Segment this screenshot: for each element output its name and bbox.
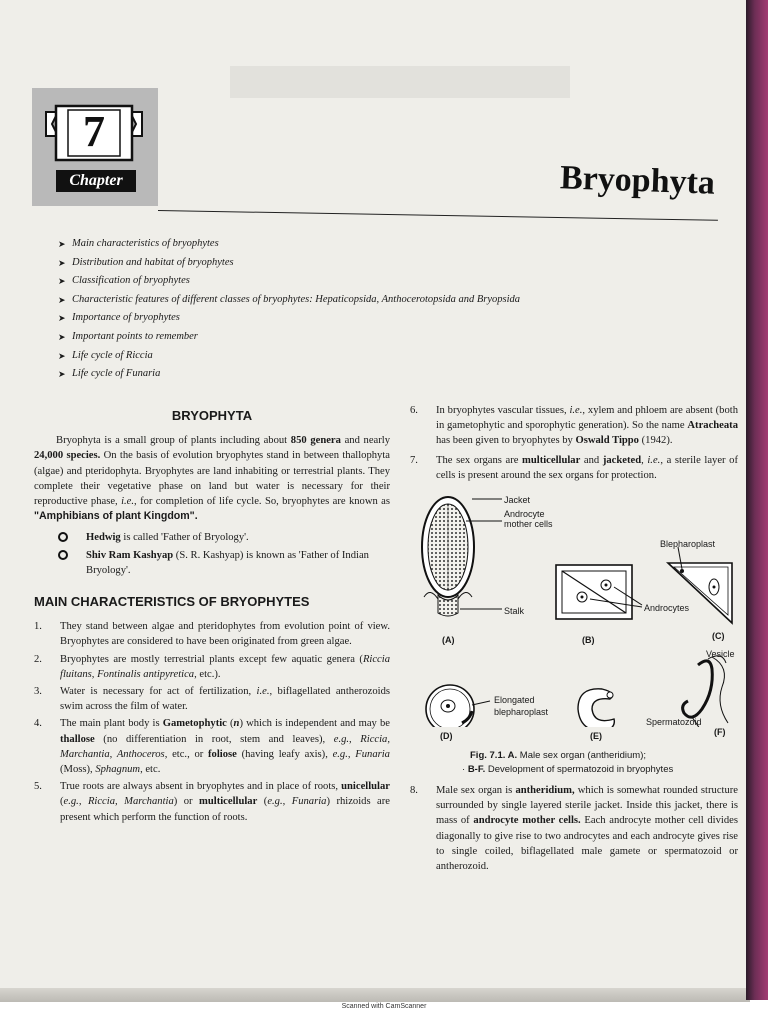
item-number: 2. — [34, 653, 42, 665]
topic-item — [58, 294, 698, 313]
caption-range: B-F. — [467, 764, 486, 776]
topic-item — [58, 350, 698, 369]
topic-text: Life cycle of Riccia — [72, 349, 153, 361]
item-text-bold: Gametophytic — [162, 718, 227, 730]
bullet-name: Shiv Ram Kashyap — [86, 549, 174, 561]
item-text: ( — [60, 796, 64, 808]
caption-text: Development of spermatozoid in bryophytes — [485, 764, 674, 776]
bullet-name: Hedwig — [86, 532, 121, 544]
item-text-bold: unicellular — [341, 781, 390, 793]
item-text: The main plant body is — [60, 718, 163, 730]
label-jacket: Jacket — [504, 495, 531, 506]
topic-list — [58, 238, 698, 387]
intro-ie: i.e. — [121, 496, 135, 508]
bullet-kashyap — [34, 548, 390, 578]
item-text: , etc., or — [164, 748, 209, 760]
list-item — [34, 716, 390, 777]
topic-item — [58, 331, 698, 350]
bullet-text: is called 'Father of Bryology'. — [120, 532, 249, 544]
caption-figure-number: Fig. 7.1. A. — [470, 750, 518, 762]
item-text: True roots are always absent in bryophytes and in place of roots, — [60, 781, 342, 793]
label-d: (D) — [440, 731, 453, 742]
section-heading-bryophyta: BRYOPHYTA — [171, 408, 253, 423]
binding-edge — [746, 0, 768, 1000]
arrow-bullet-icon: ➤ — [58, 276, 66, 287]
list-item — [34, 652, 390, 682]
androcyte-mother-cell-drawing — [556, 565, 642, 619]
item-text-italic: i.e. — [647, 454, 661, 466]
item-text: , xylem and phloem are absent (both in gametophytic and sporophytic generation). So the name — [436, 405, 738, 432]
round-androcyte-drawing — [426, 685, 490, 727]
right-column — [410, 403, 738, 876]
item-number: 7. — [410, 454, 418, 466]
item-text-italic: e.g., Riccia, Marchantia, Anthoceros — [60, 733, 390, 760]
topic-text: Classification of bryophytes — [72, 275, 190, 287]
title-rule — [158, 210, 718, 221]
topic-text: Life cycle of Funaria — [72, 368, 161, 380]
item-text-italic: e.g., Funaria — [267, 796, 327, 808]
label-vesicle: Vesicle — [706, 649, 735, 660]
bullet-hedwig — [34, 530, 390, 545]
label-elongated: Elongated — [494, 695, 535, 706]
arrow-bullet-icon: ➤ — [58, 369, 66, 380]
intro-text: On the basis of evolution bryophytes stand in between thallophyta (algae) and pteridophyta. Bryophytes are land inhabiting or terrestrial plants. They complete their vegetative phase on land but water is necessary for their reproductive phase, — [34, 450, 390, 508]
figure-caption: Fig. 7.1. A. Male sex organ (antheridium); · B-F. Development of spermatozoid in bryophytes — [462, 750, 674, 776]
chapter-number: 7 — [83, 107, 105, 156]
item-text: which is somewhat rounded structure surrounded by single layered sterile jacket. Inside this jacket, there is mass of — [436, 785, 738, 827]
arrow-bullet-icon: ➤ — [58, 331, 66, 342]
list-item — [34, 684, 390, 714]
item-text-italic: e.g., Riccia, Marchantia — [63, 796, 174, 808]
item-text-bold: thallose — [60, 733, 95, 745]
arrow-bullet-icon: ➤ — [58, 257, 66, 268]
label-androcytes: Androcytes — [644, 603, 690, 614]
label-androcyte: Androcyte — [504, 509, 545, 520]
characteristics-list-continued — [410, 403, 738, 483]
topic-item — [58, 257, 698, 276]
item-text: ( — [226, 718, 234, 730]
item-text: ) which is independent and may be — [239, 718, 390, 730]
label-a: (A) — [442, 635, 455, 646]
label-elongated-blepharoplast: blepharoplast — [494, 707, 549, 718]
item-text: Each androcyte mother cell divides diagonally to give rise to two androcytes and each androcyte gives rise to single coiled, biflagellated male gamete or spermatozoid or antherozoid. — [436, 815, 738, 873]
ring-bullet-icon — [58, 532, 68, 542]
label-b: (B) — [582, 635, 595, 646]
antheridium-drawing — [422, 497, 502, 616]
arrow-bullet-icon: ➤ — [58, 239, 66, 249]
left-column — [34, 408, 390, 827]
item-number: 4. — [34, 718, 42, 730]
chapter-badge — [32, 88, 158, 206]
label-stalk: Stalk — [504, 606, 525, 617]
item-text: has been given to bryophytes by — [436, 435, 576, 447]
figure-7-1 — [410, 487, 738, 727]
item-text: ) or — [173, 796, 200, 808]
item-text-bold: n — [233, 718, 240, 730]
characteristics-list-item-8 — [410, 783, 738, 874]
item-text: (1942). — [638, 435, 673, 447]
item-text: Water is necessary for act of fertilization, — [60, 686, 257, 698]
chapter-title: Bryophyta — [559, 159, 716, 202]
item-text: In bryophytes vascular tissues, — [436, 405, 570, 416]
list-item — [34, 619, 390, 649]
item-number: 5. — [34, 781, 42, 793]
item-text-bold: foliose — [208, 748, 237, 760]
intro-text: , for completion of life cycle. So, bryophytes are known as — [134, 496, 390, 508]
item-text: The sex organs are — [436, 454, 523, 466]
topic-text: Distribution and habitat of bryophytes — [72, 256, 234, 268]
item-text: , biflagellated antherozoids swim across the film of water. — [60, 686, 390, 713]
item-text: , — [641, 454, 648, 466]
topic-item — [58, 368, 698, 387]
list-item — [410, 403, 738, 449]
topic-item — [58, 312, 698, 331]
item-text: and — [580, 454, 603, 466]
item-text: ( — [257, 796, 268, 808]
topic-text: Importance of bryophytes — [72, 312, 180, 324]
intro-text: and nearly — [340, 435, 390, 447]
chapter-label: Chapter — [56, 170, 136, 192]
item-text-bold: antheridium, — [515, 785, 575, 797]
item-text-bold: multicellular — [522, 454, 581, 466]
item-text-italic: i.e. — [256, 686, 270, 698]
label-mother-cells: mother cells — [504, 519, 553, 530]
page-shadow — [0, 988, 750, 1002]
arrow-bullet-icon: ➤ — [58, 350, 66, 361]
intro-paragraph — [34, 433, 390, 524]
intro-species: 24,000 species. — [34, 450, 101, 462]
item-text: Bryophytes are mostly terrestrial plants except few aquatic genera ( — [60, 653, 363, 665]
crescent-drawing — [578, 689, 614, 727]
item-number: 8. — [410, 785, 418, 797]
item-number: 1. — [34, 621, 42, 633]
item-text-italic: i.e. — [569, 405, 583, 416]
item-number: 6. — [410, 405, 418, 416]
item-text: , etc.). — [194, 668, 221, 680]
arrow-bullet-icon: ➤ — [58, 294, 66, 305]
arrow-bullet-icon: ➤ — [58, 313, 66, 324]
item-text: Male sex organ is — [436, 785, 516, 797]
topic-item — [58, 275, 698, 294]
characteristics-list — [34, 619, 390, 825]
item-text-bold: multicellular — [199, 796, 258, 808]
item-text: They stand between algae and pteridophytes from evolution point of view. Bryophytes are considered to have been originated from green algae. — [60, 621, 390, 648]
section-heading-main-characteristics: MAIN CHARACTERISTICS OF BRYOPHYTES — [34, 594, 310, 610]
item-text-italic: Sphagnum — [95, 764, 141, 776]
item-text: (having leafy axis), — [236, 748, 333, 760]
topic-text: Main characteristics of bryophytes — [72, 238, 219, 249]
topic-text: Characteristic features of different classes of bryophytes: Hepaticopsida, Anthocerotopsida and Bryopsida — [72, 293, 521, 305]
intro-text: Bryophyta is a small group of plants including about — [56, 435, 291, 447]
intro-amphibians: "Amphibians of plant Kingdom". — [34, 510, 198, 523]
label-spermatozoid: Spermatozoid — [646, 717, 702, 728]
item-text: , a sterile layer of cells is present around the sex organs for protection. — [436, 454, 739, 481]
faded-banner — [230, 66, 570, 98]
item-number: 3. — [34, 686, 42, 698]
item-text-italic: e.g., Funaria — [332, 748, 390, 760]
label-blepharoplast: Blepharoplast — [660, 539, 716, 550]
bullet-text: (S. R. Kashyap) is known as 'Father of Indian Bryology'. — [86, 549, 369, 576]
scanner-watermark: Scanned with CamScanner — [341, 1003, 427, 1010]
item-text: (Moss), — [60, 764, 96, 776]
list-item — [410, 783, 738, 874]
topic-text: Important points to remember — [72, 330, 198, 342]
caption-text: Male sex organ (antheridium); — [517, 750, 647, 762]
item-text-bold: Atracheata — [687, 420, 738, 432]
list-item — [410, 453, 738, 483]
label-f: (F) — [714, 727, 726, 738]
list-item — [34, 779, 390, 825]
item-text-bold: jacketed — [602, 454, 642, 466]
item-text: ) rhizoids are present which perform the function of roots. — [60, 796, 390, 823]
ring-bullet-icon — [58, 550, 68, 560]
intro-genera: 850 genera — [290, 435, 341, 447]
item-text-bold: Oswald Tippo — [575, 435, 639, 447]
item-text-italic: Riccia fluitans, Fontinalis antipyretica — [60, 653, 390, 680]
label-c: (C) — [712, 631, 725, 642]
item-text-bold: androcyte mother cells. — [473, 815, 581, 827]
label-e: (E) — [590, 731, 602, 742]
topic-item — [58, 238, 698, 257]
item-text: (no differentiation in root, stem and leaves), — [94, 733, 334, 745]
item-text: , etc. — [140, 764, 161, 776]
